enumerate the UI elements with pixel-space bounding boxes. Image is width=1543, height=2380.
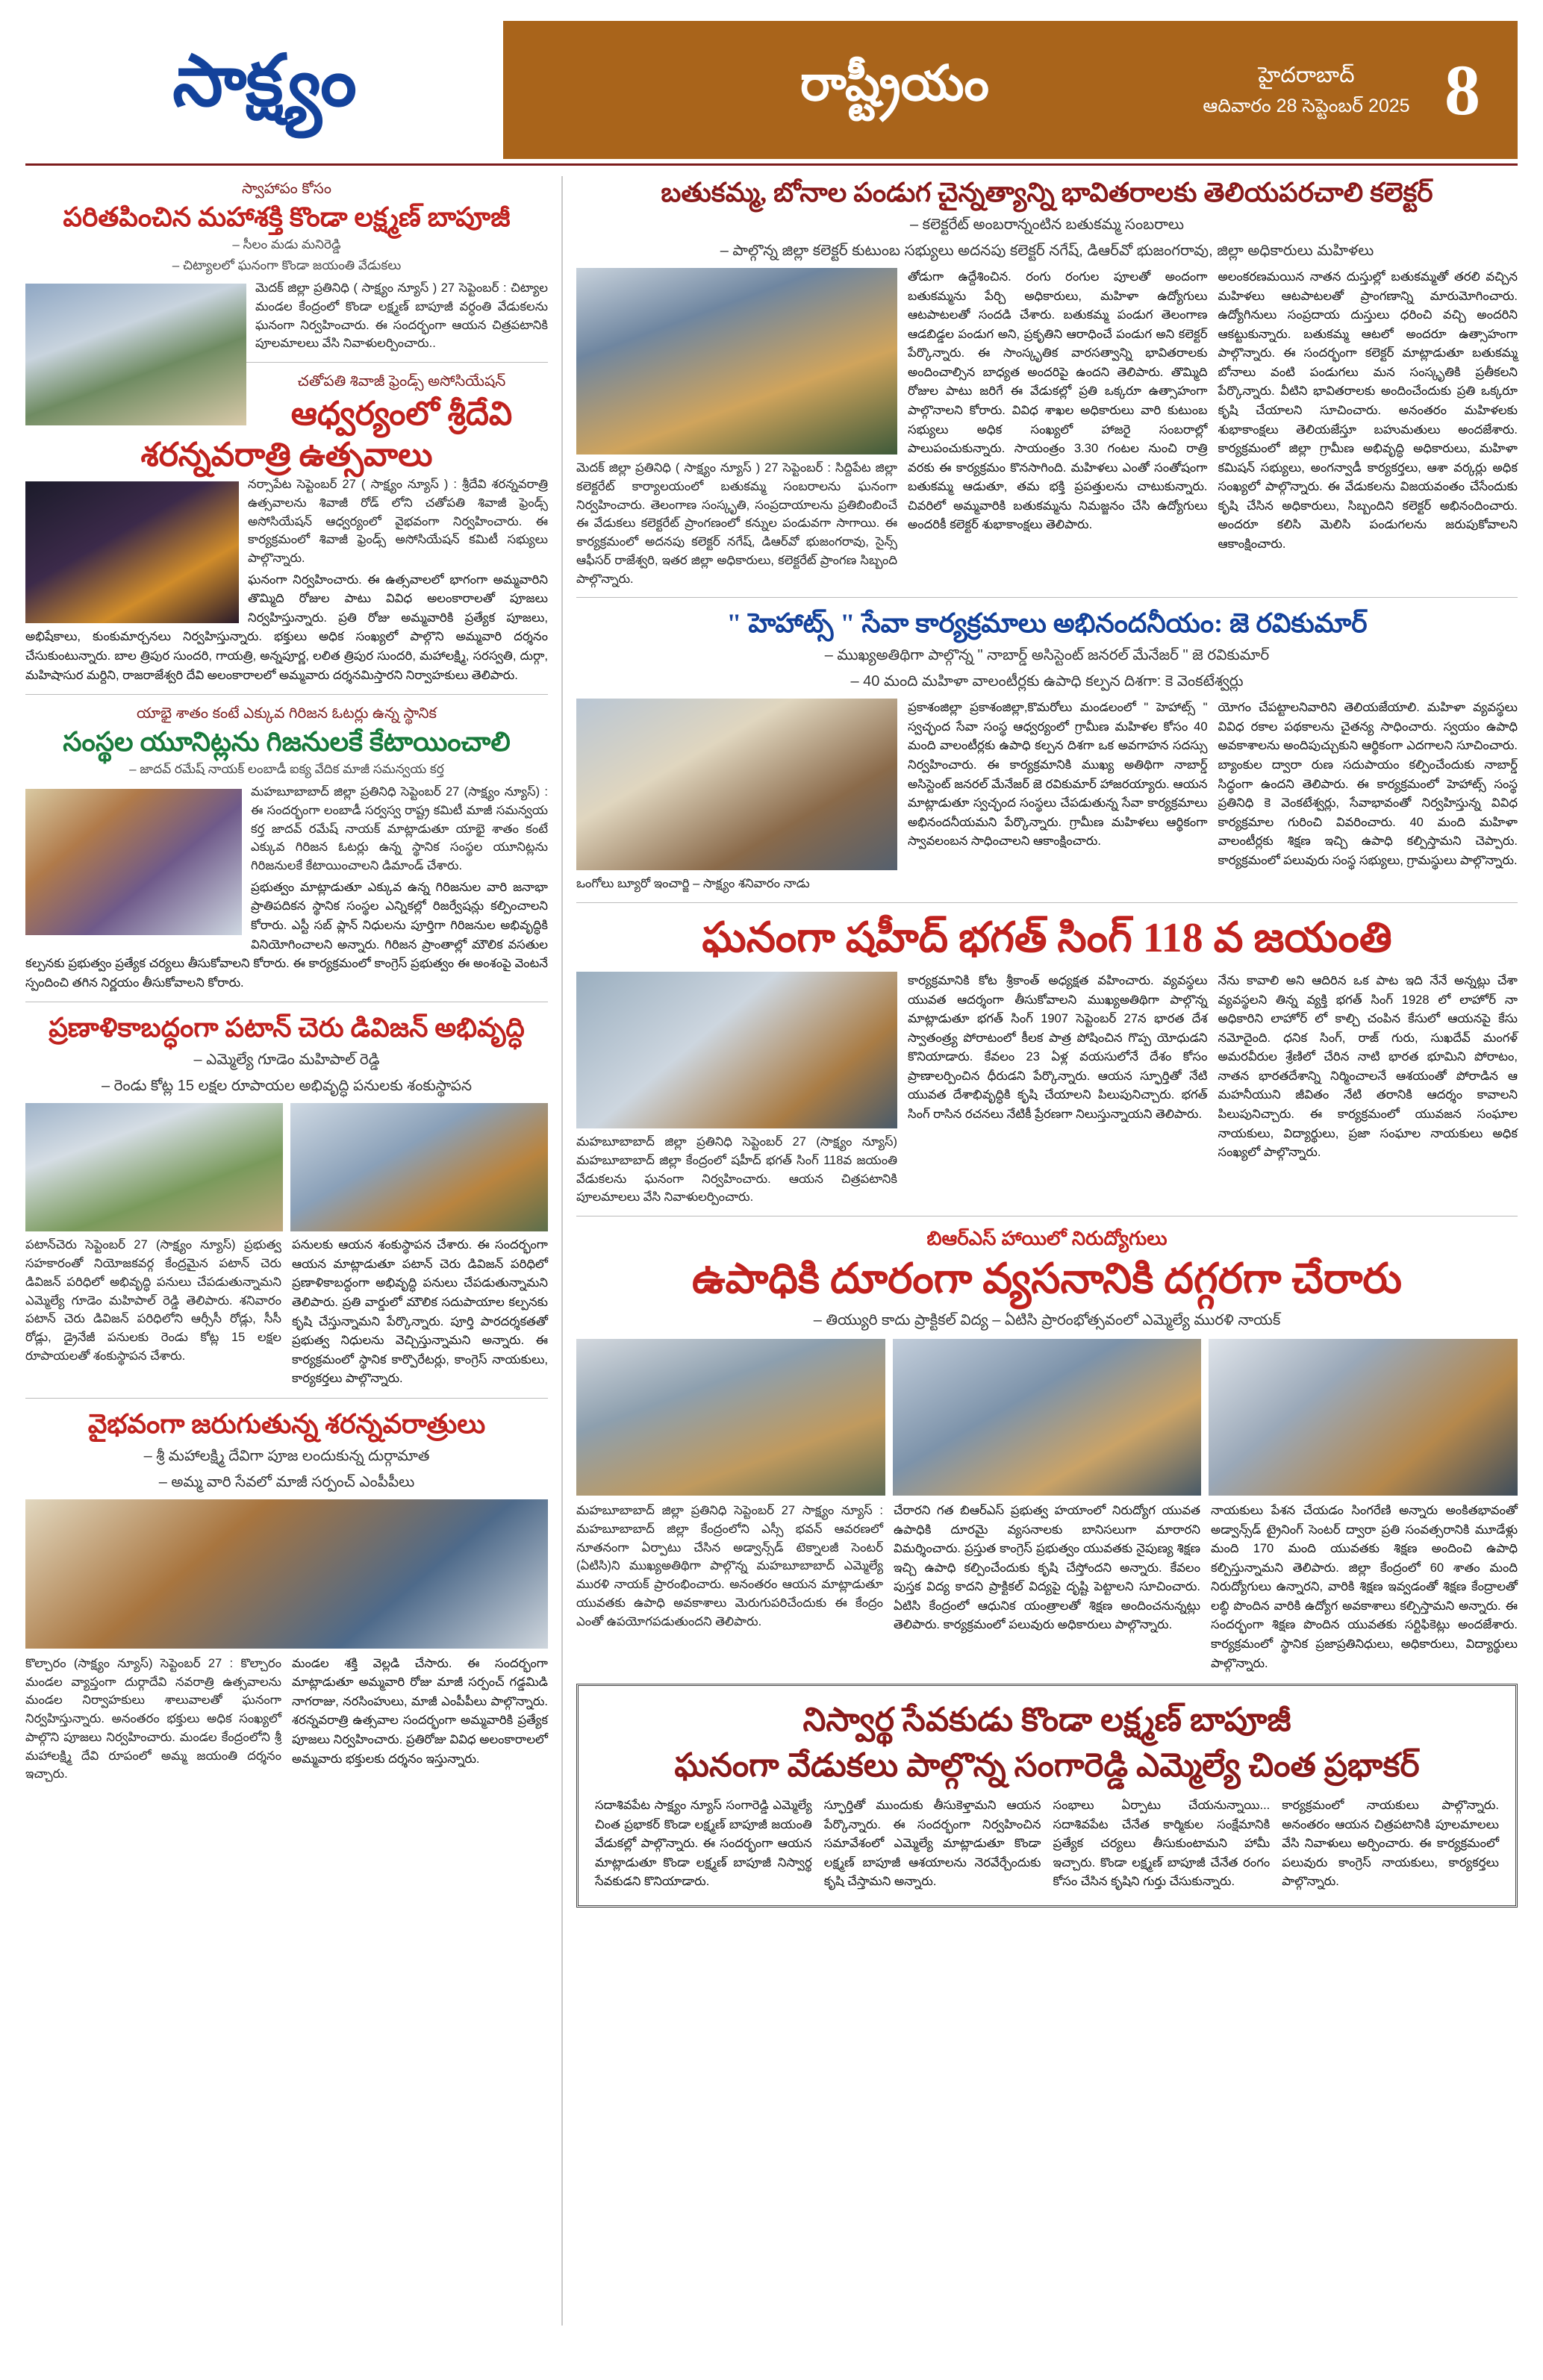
article-subhead: – తియ్యురి కాదు ప్రాక్టికల్ విద్య – ఏటిసి ప్రారంభోత్సవంలో ఎమ్మెల్యే మురళి నాయక్: [813, 1312, 1281, 1329]
article-photo-3: [1209, 1339, 1518, 1496]
article-subhead-2: – పాల్గొన్న జిల్లా కలెక్టర్ కుటుంబ సభ్యులు అదనపు కలెక్టర్ నగేష్, డిఆర్‌వో భుజంగరావు, జిల్లా అధికారులు మహిళలు: [720, 243, 1374, 259]
article-photo: [25, 481, 239, 623]
box-body-col2: స్ఫూర్తితో ముందుకు తీసుకెళ్తామని ఆయన పేర్కొన్నారు. ఈ సందర్భంగా నిర్వహించిన సమావేశంలో ఎమ్మెల్యే మాట్లాడుతూ కొండా లక్ష్మణ్ బాపూజీ ఆశయాలను నెరవేర్చేందుకు కృషి చేస్తామని అన్నారు.: [823, 1799, 1041, 1889]
article-body-col2: యోగం చేపట్టాలనివారిని తెలియజేయాలి. మహిళా వ్యవస్థలు వివిధ రకాల పథకాలను చైతన్య సాధించారు. స్వయం ఉపాధి అవకాశాలను అందిపుచ్చుకుని ఆర్థికంగా ఎదగాలని సూచించారు. బ్యాంకుల ద్వారా రుణ సదుపాయం కల్పించేందుకు నాబార్డ్ సిద్ధంగా ఉందని తెలిపారు. ఈ కార్యక్రమంలో హెహాట్స్ సంస్థ ప్రతినిధి కె వెంకటేశ్వర్లు, సేవాభావంతో నిర్వహిస్తున్న వివిధ కార్యక్రమాల గురించి వివరించారు. 40 మంది మహిళా వాలంటీర్లకు శిక్షణ ఇచ్చి ఉపాధి కల్పిస్తామని చెప్పారు. కార్యక్రమంలో పలువురు సంస్థ సభ్యులు, గ్రామస్థులు పాల్గొన్నారు.: [1218, 701, 1518, 867]
article-hehaats-seva: [576, 607, 1518, 893]
article-photo-1: [576, 1339, 885, 1496]
publication-name: సాక్ష్యం: [172, 41, 356, 121]
article-byline-2: – చిట్యాలలో ఘనంగా కొండా జయంతి వేడుకలు: [172, 258, 402, 272]
article-photo: [25, 284, 246, 425]
article-headline: సంస్థల యూనిట్లను గిజనులకే కేటాయించాలి: [63, 727, 511, 758]
article-subhead-2: – అమ్మ వారి సేవలో మాజీ సర్పంచ్ ఎంపీపీలు: [158, 1473, 415, 1490]
article-caption: కొల్చారం (సాక్ష్యం న్యూస్) సెప్టెంబర్ 27 : కొల్చారం మండల వ్యాప్తంగా దుర్గాదేవి నవరాత్రి ఉత్సవాలను మండల నిర్వాహకులు శాలువాలతో ఘనంగా నిర్వహిస్తున్నారు. అనంతరం భక్తులు అధిక సంఖ్యలో పాల్గొని పూజలు నిర్వహించారు. మండల కేంద్రంలోని శ్రీ మహాలక్ష్మి దేవి రూపంలో అమ్మ జయంతి దర్శనం ఇచ్చారు.: [25, 1656, 281, 1781]
article-caption: ఒంగోలు బ్యూరో ఇంచార్జి – సాక్ష్యం శనివారం నాడు: [576, 877, 810, 891]
article-photo-2: [893, 1339, 1202, 1496]
article-photo: [25, 789, 242, 935]
article-headline: వైభవంగా జరుగుతున్న శరన్నవరాత్రులు: [87, 1408, 486, 1439]
article-photo: [576, 268, 897, 455]
article-photo: [25, 1103, 283, 1231]
article-caption: మెదక్ జిల్లా ప్రతినిధి ( సాక్ష్యం న్యూస్ ) 27 సెప్టెంబర్ : చిట్యాల మండల కేంద్రంలో కొండా లక్ష్మణ్ బాపూజీ వర్ధంతి వేడుకలను ఘనంగా నిర్వహించారు. ఈ సందర్భంగా ఆయన చిత్రపటానికి పూలమాలలు వేసి నివాళులర్పించారు..: [255, 281, 548, 351]
article-headline: బతుకమ్మ, బోనాల పండుగ చైన్నత్యాన్ని భావితరాలకు తెలియపరచాలి కలెక్టర్: [661, 178, 1433, 207]
article-konda-lakshman: [25, 179, 548, 353]
article-kicker-headline: ప్రణాళికాబద్ధంగా పటాన్ చెరు డివిజన్ అభివృద్ధి: [49, 1013, 525, 1043]
article-subhead-2: – 40 మంది మహిళా వాలంటీర్లకు ఉపాధి కల్పన దిశగా: కె వెంకటేశ్వర్లు: [850, 673, 1244, 690]
box-body-col1: సదాశివపేట సాక్ష్యం న్యూస్ సంగారెడ్డి ఎమ్మెల్యే చింత ప్రభాకర్ కొండా లక్ష్మణ్ బాపూజీ జయంతి వేడుకల్లో పాల్గొన్నారు. ఈ సందర్భంగా ఆయన మాట్లాడుతూ కొండా లక్ష్మణ్ బాపూజీ నిస్వార్థ సేవకుడని కొనియాడారు.: [595, 1799, 812, 1889]
article-headline: ఘనంగా షహీద్ భగత్ సింగ్ 118 వ జయంతి: [702, 915, 1392, 961]
article-body-col2: నాయకులు పేశన చేయడం సింగరేణి అన్నారు అంకితభావంతో అడ్వాన్స్‌డ్ ట్రైనింగ్ సెంటర్ ద్వారా ప్రతి సంవత్సరానికి మూడేళ్లు మంది 170 మంది యువతకు శిక్షణ అందించి ఉపాధి కల్పిస్తున్నామని తెలిపారు. జిల్లా కేంద్రంలో 60 శాతం మంది నిరుద్యోగులు ఉన్నారని, వారికి శిక్షణ ఇవ్వడంతో శిక్షణ కేంద్రాలతో లబ్ధి పొందిన వారికి ఉద్యోగ అవకాశాలు కల్పిస్తామని అన్నారు. ఈ సందర్భంగా శిక్షణ పొందిన యువతకు సర్టిఫికెట్లు అందజేశారు. కార్యక్రమంలో స్థానిక ప్రజాప్రతినిధులు, అధికారులు, విద్యార్థులు పాల్గొన్నారు.: [1211, 1504, 1518, 1670]
article-subhead: – కలెక్టరేట్ అంబరాన్నంటిన బతుకమ్మ సంబరాలు: [909, 216, 1185, 233]
article-body: మండల శక్తి వెల్లడి చేసారు. ఈ సందర్భంగా మాట్లాడుతూ అమ్మవారి రోజు మాజీ సర్పంచ్ గడ్డమిడి నాగరాజు, నరసింహులు, మాజీ ఎంపీపీలు పాల్గొన్నారు. శరన్నవరాత్రి ఉత్సవాల సందర్భంగా అమ్మవారికి ప్రత్యేక పూజలు నిర్వహించారు. ప్రతిరోజు వివిధ అలంకారాలలో అమ్మవారు భక్తులకు దర్శనం ఇస్తున్నారు.: [292, 1656, 548, 1766]
box-headline-line1: నిస్వార్థ సేవకుడు కొండా లక్ష్మణ్ బాపూజీ: [802, 1702, 1291, 1739]
article-body: ఘనంగా నిర్వహించారు. ఈ ఉత్సవాలలో భాగంగా అమ్మవారిని తొమ్మిది రోజుల పాటు వివిధ అలంకారాలతో పూజలు నిర్వహిస్తున్నారు. ప్రతి రోజు అమ్మవారికి ప్రత్యేక పూజలు, అభిషేకాలు, కుంకుమార్చనలు నిర్వహిస్తున్నారు. భక్తులు అధిక సంఖ్యలో పాల్గొని అమ్మవారి దర్శనం చేసుకుంటున్నారు. బాల త్రిపుర సుందరి, గాయత్రి, అన్నపూర్ణ, లలిత త్రిపుర సుందరి, మహాలక్ష్మి, సరస్వతి, దుర్గా, మహిషాసుర మర్దిని, రాజరాజేశ్వరి దేవి అలంకారాలలో అమ్మవారు దర్శనమిస్తారని నిర్వాహకులు తెలిపారు.: [25, 572, 548, 682]
article-body: ప్రభుత్వం మాట్లాడుతూ ఎక్కువ ఉన్న గిరిజనుల వారి జనాభా ప్రాతిపదికన స్థానిక సంస్థల ఎన్నికల్లో రిజర్వేషన్లు కల్పించాలని కోరారు. ఎస్టీ సబ్ ప్లాన్ నిధులను పూర్తిగా గిరిజనుల అభివృద్ధికి వినియోగించాలని అన్నారు. గిరిజన ప్రాంతాల్లో మౌలిక వసతుల కల్పనకు ప్రభుత్వం ప్రత్యేక చర్యలు తీసుకోవాలని కోరారు. ఈ కార్యక్రమంలో కాంగ్రెస్ ప్రభుత్వం ఈ అంశంపై వెంటనే స్పందించి తగిన నిర్ణయం తీసుకోవాలని కోరారు.: [25, 880, 548, 990]
article-caption: మెదక్ జిల్లా ప్రతినిధి ( సాక్ష్యం న్యూస్ ) 27 సెప్టెంబర్ : సిద్దిపేట జిల్లా కలెక్టరేట్ కార్యాలయంలో బతుకమ్మ సంబరాలను ఘనంగా నిర్వహించారు. తెలంగాణ సంస్కృతి, సంప్రదాయాలను ప్రతిబింబించే ఈ వేడుకలు కలెక్టరేట్ ప్రాంగణంలో కన్నుల పండువగా సాగాయి. ఈ కార్యక్రమంలో అదనపు కలెక్టర్ నగేష్, డిఆర్‌వో భుజంగరావు, సైన్స్ ఆఫీసర్ రాజేశ్వరి, ఇతర జిల్లా అధికారులు, కలెక్టరేట్ ప్రాంగణ సిబ్బంది పాల్గొన్నారు.: [576, 461, 897, 586]
divider: [25, 1398, 548, 1399]
divider: [25, 694, 548, 695]
article-body-col2: నేను కావాలి అని ఆదిరిన ఒక పాట ఇది నేనే అన్నట్లు చేశా వ్యవస్థలని తిన్న వ్యక్తి భగత్ సింగ్ 1928 లో లాహోర్ నా అధికారిని లాహోర్ లో కాల్చి చంపిన కేసులో ఆయనపై కేసు నమోదైంది. ధనిక సింగ్, రాజ్ గురు, సుఖదేవ్ మంగళ్ అమరవీరుల శ్రేణిలో చేరిన నాటి భారత భూమిని పోరాటం, నాతన భారతదేశాన్ని నిర్మించాలనే ఆశయంతో పోరాడిన ఆ మహనీయుని జీవితం నేటి తరానికి ఆదర్శం కావాలని పిలుపునిచ్చారు. ఈ కార్యక్రమంలో యువజన సంఘాల నాయకులు, విద్యార్థులు, ప్రజా సంఘాల నాయకులు అధిక సంఖ్యలో పాల్గొన్నారు.: [1218, 974, 1518, 1160]
page-number: 8: [1444, 50, 1480, 130]
edition-info: [1197, 60, 1421, 120]
left-column: [25, 176, 548, 2326]
box-body-col3: సంభాలు ఏర్పాటు చేయనున్నాయి... సదాశివపేట చేనేత కార్మికుల సంక్షేమానికి ప్రత్యేక చర్యలు తీసుకుంటామని హామీ ఇచ్చారు. కొండా లక్ష్మణ్ బాపూజీ చేనేత రంగం కోసం చేసిన కృషిని గుర్తు చేసుకున్నారు.: [1053, 1799, 1271, 1889]
article-body-col2: అలంకరణమయిన నాతన దుస్తుల్లో బతుకమ్మతో తరలి వచ్చిన మహిళలు ఆటపాటలతో ప్రాంగణాన్ని మారుమోగించారు. ఉద్యోగినులు సంప్రదాయ దుస్తులు ధరించి వచ్చి అందరిని ఆకట్టుకున్నారు. బతుకమ్మ ఆటలో అందరూ ఉత్సాహంగా పాల్గొన్నారు. ఈ సందర్భంగా కలెక్టర్ మాట్లాడుతూ బతుకమ్మ బోనాలు వంటి పండుగలు మన సంస్కృతికి ప్రతీకలని పేర్కొన్నారు. వీటిని భావితరాలకు అందించేందుకు ప్రతి ఒక్కరూ కృషి చేయాలని సూచించారు. అనంతరం మహిళలకు శుభాకాంక్షలు తెలియజేస్తూ బహుమతులు అందజేశారు. కార్యక్రమంలో జిల్లా గ్రామీణ అభివృద్ధి అధికారులు, మహిళా కమిషన్ సభ్యులు, అంగన్వాడీ కార్యకర్తలు, ఆశా వర్కర్లు అధిక సంఖ్యలో పాల్గొన్నారు. ఈ వేడుకలను విజయవంతం చేసేందుకు కృషి చేసిన అధికారులు, సిబ్బందిని కలెక్టర్ అభినందించారు. అందరూ కలిసి మెలిసి పండుగలను జరుపుకోవాలని ఆకాంక్షించారు.: [1218, 270, 1518, 551]
article-byline: – జాదవ్ రమేష్ నాయక్ లంబాడీ ఐక్య వేదిక మాజీ సమన్వయ కర్త: [129, 762, 444, 777]
article-caption: మహబూబాబాద్ జిల్లా ప్రతినిధి సెప్టెంబర్ 27 (సాక్ష్యం న్యూస్) : ఈ సందర్భంగా లంబాడీ సర్వస్వ రాష్ట్ర కమిటీ మాజీ సమన్వయ కర్త జాదవ్ రమేష్ నాయక్ మాట్లాడుతూ యాభై శాతం కంటే ఎక్కువ గిరిజన ఓటర్లు ఉన్న స్థానిక సంస్థల యూనిట్లను గిరిజనులకే కేటాయించాలని డిమాండ్ చేశారు.: [251, 785, 548, 873]
article-caption: మహబూబాబాద్ జిల్లా ప్రతినిధి సెప్టెంబర్ 27 సాక్ష్యం న్యూస్ : మహబూబాబాద్ జిల్లా కేంద్రంలోని ఎస్సీ భవన్ ఆవరణలో నూతనంగా ఏర్పాటు చేసిన అడ్వాన్స్‌డ్ టెక్నాలజీ సెంటర్ (ఏటిసి)ని ముఖ్యఅతిథిగా పాల్గొన్న మహబూబాబాద్ ఎమ్మెల్యే మురళి నాయక్ ప్రారంభించారు. అనంతరం ఆయన మాట్లాడుతూ యువతకు ఉపాధి అవకాశాలు మెరుగుపరిచేందుకు ఈ కేంద్రం ఎంతో ఉపయోగపడుతుందని తెలిపారు.: [576, 1504, 883, 1628]
edition-date: ఆదివారం 28 సెప్టెంబర్ 2025: [1203, 95, 1410, 116]
page-body: [25, 176, 1518, 2326]
article-girijana-units: [25, 704, 548, 993]
article-navaratri-kolcharam: [25, 1408, 548, 1784]
divider: [576, 902, 1518, 903]
article-photo: [576, 699, 897, 870]
article-photo: [25, 1499, 548, 1649]
article-patancheru-development: [25, 1011, 548, 1389]
article-subhead-2: – రెండు కోట్ల 15 లక్షల రూపాయల అభివృద్ధి పనులకు శంకుస్థాపన: [101, 1078, 473, 1095]
article-bhagat-singh-jayanti: [576, 912, 1518, 1207]
section-band: [503, 21, 1518, 159]
article-caption: పటాన్‌చెరు సెప్టెంబర్ 27 (సాక్ష్యం న్యూస్) ప్రభుత్వ సహకారంతో నియోజకవర్గ కేంద్రమైన పటాన్ చెరు డివిజన్ పరిధిలో అభివృద్ధి పనులు చేపడుతున్నామని ఎమ్మెల్యే గూడెం మహిపాల్ రెడ్డి తెలిపారు. శనివారం పటాన్ చెరు డివిజన్ పరిధిలోని ఆర్సీసీ రోడ్లు, సీసీ రోడ్లు, డ్రైనేజీ పనులకు రెండు కోట్ల 15 లక్షల రూపాయలతో శంకుస్థాపన చేశారు.: [25, 1238, 281, 1363]
article-photo-2: [290, 1103, 548, 1231]
article-subhead: – శ్రీ మహాలక్ష్మి దేవిగా పూజ లందుకున్న దుర్గామాత: [143, 1447, 430, 1464]
article-headline: ఉపాధికి దూరంగా వ్యసనానికి దగ్గరగా చేరారు: [691, 1256, 1403, 1303]
article-kicker: చతోపతి శివాజీ ఫ్రెండ్స్ అసోసియేషన్: [297, 373, 506, 390]
article-body-col1: కార్యక్రమానికి కోట శ్రీకాంత్ అధ్యక్షత వహించారు. వ్యవస్థలు యువత ఆదర్శంగా తీసుకోవాలని ముఖ్యఅతిథిగా పాల్గొన్న మాట్లాడుతూ భగత్ సింగ్ 1907 సెప్టెంబర్ 27న భారత దేశ స్వాతంత్ర్య పోరాటంలో కీలక పాత్ర పోషించిన గొప్ప యోధుడని కొనియాడారు. కేవలం 23 ఏళ్ల వయసులోనే దేశం కోసం ప్రాణాలర్పించిన ధీరుడని పేర్కొన్నారు. ఆయన స్ఫూర్తితో నేటి యువత దేశాభివృద్ధికి కృషి చేయాలని పిలుపునిచ్చారు. భగత్ సింగ్ రాసిన రచనలు నేటికీ ప్రేరణగా నిలుస్తున్నాయని తెలిపారు.: [908, 974, 1208, 1121]
article-atc-unemployment: [576, 1225, 1518, 1673]
article-kicker: బిఆర్ఎస్ హాయిలో నిరుద్యోగులు: [926, 1227, 1168, 1249]
masthead-rule: [25, 163, 1518, 166]
article-caption: నర్సాపేట సెప్టెంబర్ 27 ( సాక్ష్యం న్యూస్ ) : శ్రీదేవి శరన్నవరాత్రి ఉత్సవాలను శివాజీ రోడ్ లోని చతోపతి శివాజీ ఫ్రెండ్స్ అసోసియేషన్ ఆధ్వర్యంలో వైభవంగా నిర్వహించారు. ఈ కార్యక్రమంలో శివాజీ ఫ్రెండ్స్ అసోసియేషన్ కమిటీ సభ్యులు పాల్గొన్నారు.: [248, 478, 548, 565]
article-kicker: యాభై శాతం కంటే ఎక్కువ గిరిజన ఓటర్లు ఉన్న స్థానిక: [137, 705, 437, 722]
bottom-feature-box: [576, 1684, 1518, 1908]
divider: [576, 597, 1518, 598]
box-body-col4: కార్యక్రమంలో నాయకులు పాల్గొన్నారు. అనంతరం ఆయన చిత్రపటానికి పూలమాలలు వేసి నివాళులు అర్పించారు. ఈ కార్యక్రమంలో పలువురు కాంగ్రెస్ నాయకులు, కార్యకర్తలు పాల్గొన్నారు.: [1282, 1799, 1499, 1889]
article-kicker: స్వాహాపం కోసం: [242, 181, 331, 197]
article-byline: – సీలం మడు మనిరెడ్డి: [232, 237, 341, 252]
edition-city: హైదరాబాద్: [1258, 63, 1355, 87]
article-body-col1: ప్రకాశంజిల్లా ప్రకాశంజిల్లా,కొమరోలు మండలంలో " హెహాట్స్ " స్వచ్ఛంద సేవా సంస్థ ఆధ్వర్యంలో గ్రామీణ మహిళల కోసం 40 మంది వాలంటీర్లకు ఉపాధి కల్పన దిశగా ఒక అవగాహన సదస్సు నిర్వహించారు. ఈ కార్యక్రమానికి ముఖ్య అతిథిగా నాబార్డ్ అసిస్టెంట్ జనరల్ మేనేజర్ జె రవికుమార్ హాజరయ్యారు. ఆయన మాట్లాడుతూ స్వచ్ఛంద సంస్థలు చేపడుతున్న సేవా కార్యక్రమాలు అభినందనీయమని పేర్కొన్నారు. గ్రామీణ మహిళలు ఆర్థికంగా స్వావలంబన సాధించాలని ఆకాంక్షించారు.: [908, 701, 1208, 849]
article-subhead: – ముఖ్యఅతిథిగా పాల్గొన్న " నాబార్డ్ అసిస్టెంట్ జనరల్ మేనేజర్ " జె రవికుమార్: [824, 647, 1270, 664]
masthead-logo: [25, 21, 503, 159]
article-subhead: – ఎమ్మెల్యే గూడెం మహిపాల్ రెడ్డి: [193, 1052, 380, 1069]
article-headline: " హెహాట్స్ " సేవా కార్యక్రమాలు అభినందనీయం: జె రవికుమార్: [726, 608, 1368, 639]
article-headline: ఆధ్వర్యంలో శ్రీదేవి శరన్నవరాత్రి ఉత్సవాలు: [140, 396, 513, 473]
article-body-col1: చేరారని గత బిఆర్ఎస్ ప్రభుత్వ హయాంలో నిరుద్యోగ యువత ఉపాధికి దూరమై వ్యసనాలకు బానిసలుగా మారారని విమర్శించారు. ప్రస్తుత కాంగ్రెస్ ప్రభుత్వం యువతకు నైపుణ్య శిక్షణ ఇచ్చి ఉపాధి కల్పించేందుకు కృషి చేస్తోందని అన్నారు. కేవలం పుస్తక విద్య కాదని ప్రాక్టికల్ విద్యపై దృష్టి పెట్టాలని సూచించారు. ఏటిసి కేంద్రంలో ఆధునిక యంత్రాలతో శిక్షణ అందించనున్నట్లు తెలిపారు. కార్యక్రమంలో పలువురు అధికారులు పాల్గొన్నారు.: [894, 1504, 1200, 1632]
article-headline: పరితపించిన మహాశక్తి కొండా లక్ష్మణ్ బాపూజీ: [63, 202, 511, 232]
article-caption: మహబూబాబాద్ జిల్లా ప్రతినిధి సెప్టెంబర్ 27 (సాక్ష్యం న్యూస్) మహబూబాబాద్ జిల్లా కేంద్రంలో షహీద్ భగత్ సింగ్ 118వ జయంతి వేడుకలను ఘనంగా నిర్వహించారు. ఆయన చిత్రపటానికి పూలమాలలు వేసి నివాళులర్పించారు.: [576, 1135, 897, 1205]
article-body-col1: తోడుగా ఉద్దేశించిన. రంగు రంగుల పూలతో అందంగా బతుకమ్మను పేర్చి అధికారులు, మహిళా ఉద్యోగులు ఆటపాటలతో సందడి చేశారు. బతుకమ్మ పండుగ తెలంగాణ ఆడబిడ్డల పండుగ అని, ప్రకృతిని ఆరాధించే పండుగ అని కలెక్టర్ పేర్కొన్నారు. ఈ సాంస్కృతిక వారసత్వాన్ని భావితరాలకు అందించాల్సిన బాధ్యత అందరిపై ఉందని తెలిపారు. తొమ్మిది రోజుల పాటు జరిగే ఈ వేడుకల్లో ప్రతి ఒక్కరూ ఉత్సాహంగా పాల్గొనాలని కోరారు. వివిధ శాఖల అధికారులు వారి కుటుంబ సభ్యులు అధిక సంఖ్యలో హాజరై సంబరాల్లో పాలుపంచుకున్నారు. సాయంత్రం 3.30 గంటల నుంచి రాత్రి వరకు ఈ కార్యక్రమం కొనసాగింది. మహిళలు ఎంతో సంతోషంగా బతుకమ్మ ఆడుతూ, తమ భక్తి ప్రపత్తులను చాటుకున్నారు. చివరిలో అమ్మవారికి బతుకమ్మను నిమజ్జనం చేసి ఉద్యోగులు అందరికీ కలెక్టర్ శుభాకాంక్షలు తెలిపారు.: [908, 270, 1208, 532]
article-photo: [576, 972, 897, 1128]
masthead: [25, 21, 1518, 159]
box-headline-line2: ఘనంగా వేడుకలు పాల్గొన్న సంగారెడ్డి ఎమ్మెల్యే చింత ప్రభాకర్: [674, 1747, 1420, 1784]
section-title: రాష్ట్రీయం: [800, 57, 989, 111]
article-bathukamma-collector: [576, 176, 1518, 588]
article-body: పనులకు ఆయన శంకుస్థాపన చేశారు. ఈ సందర్భంగా ఆయన మాట్లాడుతూ పటాన్ చెరు డివిజన్ పరిధిలో ప్రణాళికాబద్ధంగా అభివృద్ధి పనులు చేపడుతున్నామని తెలిపారు. ప్రతి వార్డులో మౌలిక సదుపాయాల కల్పనకు కృషి చేస్తున్నామని పేర్కొన్నారు. పూర్తి పారదర్శకతతో ప్రభుత్వ నిధులను వెచ్చిస్తున్నామని అన్నారు. ఈ కార్యక్రమంలో స్థానిక కార్పొరేటర్లు, కాంగ్రెస్ నాయకులు, కార్యకర్తలు పాల్గొన్నారు.: [292, 1238, 548, 1386]
right-column: [561, 176, 1518, 2326]
